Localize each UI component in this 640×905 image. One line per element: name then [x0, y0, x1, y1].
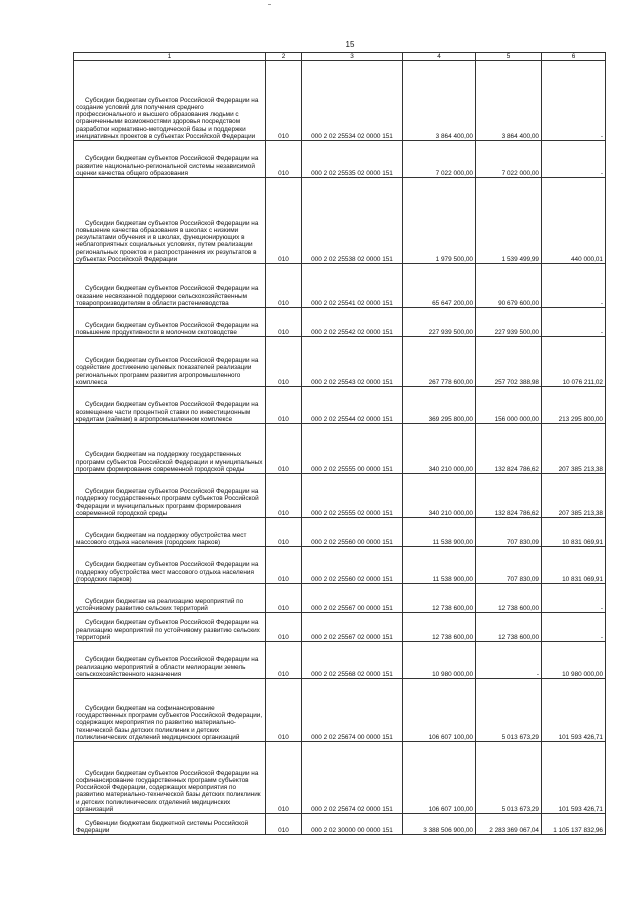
row-approved: 12 738 600,00	[403, 584, 476, 613]
row-executed: 12 738 600,00	[476, 584, 542, 613]
row-name-cell	[74, 474, 266, 518]
row-name-cell	[74, 178, 266, 264]
row-executed: 707 830,09	[476, 547, 542, 584]
row-executed: 5 013 673,29	[476, 742, 542, 814]
row-code: 010	[266, 61, 302, 141]
table-row	[74, 584, 606, 613]
row-code: 010	[266, 337, 302, 387]
row-unexecuted: 440 000,01	[542, 178, 606, 264]
row-code: 010	[266, 742, 302, 814]
table-row	[74, 474, 606, 518]
row-code: 010	[266, 264, 302, 308]
row-executed: 707 830,09	[476, 518, 542, 547]
row-unexecuted: 10 980 000,00	[542, 642, 606, 679]
row-kbk: 000 2 02 25674 00 0000 151	[302, 679, 403, 742]
row-kbk: 000 2 02 25568 02 0000 151	[302, 642, 403, 679]
row-code: 010	[266, 424, 302, 474]
row-unexecuted: -	[542, 584, 606, 613]
row-approved: 106 607 100,00	[403, 742, 476, 814]
column-header: 5	[476, 53, 542, 61]
row-unexecuted: -	[542, 264, 606, 308]
row-unexecuted: -	[542, 308, 606, 337]
row-kbk: 000 2 02 25534 02 0000 151	[302, 61, 403, 141]
row-code: 010	[266, 679, 302, 742]
scan-mark	[268, 4, 271, 5]
row-unexecuted: 101 593 426,71	[542, 742, 606, 814]
row-kbk: 000 2 02 25674 02 0000 151	[302, 742, 403, 814]
row-executed: 132 824 786,62	[476, 474, 542, 518]
row-name: Субсидии бюджетам на поддержку государственных программ субъектов Российской Федерации и муниципальных программ формирования современной городской среды	[76, 451, 263, 473]
row-approved: 12 738 600,00	[403, 613, 476, 642]
row-kbk: 000 2 02 25541 02 0000 151	[302, 264, 403, 308]
row-name: Субсидии бюджетам на софинансирование государственных программ субъектов Российской Федерации, содержащих мероприятия по развитию материально-технической базы детских поликлиник и детских поликлинических отделений медицинских организаций	[76, 704, 263, 741]
row-unexecuted: -	[542, 141, 606, 178]
row-name: Субсидии бюджетам субъектов Российской Федерации на поддержку обустройства мест массового отдыха населения (городских парков)	[76, 561, 259, 583]
row-name-cell	[74, 141, 266, 178]
row-executed: 12 738 600,00	[476, 613, 542, 642]
row-approved: 340 210 000,00	[403, 424, 476, 474]
row-executed: 1 539 499,99	[476, 178, 542, 264]
row-name-cell	[74, 679, 266, 742]
row-name-cell	[74, 424, 266, 474]
row-name: Субсидии бюджетам субъектов Российской Федерации на содействие достижению целевых показателей реализации региональных программ развития агропромышленного комплекса	[76, 357, 259, 386]
row-name-cell	[74, 264, 266, 308]
row-kbk: 000 2 02 25555 02 0000 151	[302, 474, 403, 518]
table-row	[74, 178, 606, 264]
row-approved: 369 295 800,00	[403, 387, 476, 424]
column-header: 3	[302, 53, 403, 61]
row-name: Субсидии бюджетам субъектов Российской Федерации на оказание несвязанной поддержки сельскохозяйственным товаропроизводителям в области растениеводства	[76, 285, 259, 307]
row-name: Субсидии бюджетам субъектов Российской Федерации на поддержку государственных программ субъектов Российской Федерации и муниципальных программ формирования современной городской среды	[76, 488, 259, 517]
row-name-cell	[74, 337, 266, 387]
row-unexecuted: 207 385 213,38	[542, 424, 606, 474]
row-kbk: 000 2 02 25542 02 0000 151	[302, 308, 403, 337]
row-name: Субсидии бюджетам субъектов Российской Федерации на создание условий для получения среднего профессионального и высшего образования людьми с ограниченными возможностями здоровья посредством разработки нормативно-методической базы и поддержки инициативных проектов в субъектах Российской Федерации	[76, 96, 259, 140]
row-code: 010	[266, 387, 302, 424]
table-row	[74, 613, 606, 642]
row-name-cell	[74, 742, 266, 814]
row-unexecuted: 213 295 800,00	[542, 387, 606, 424]
row-kbk: 000 2 02 25567 00 0000 151	[302, 584, 403, 613]
row-approved: 10 980 000,00	[403, 642, 476, 679]
table-row	[74, 141, 606, 178]
row-name-cell	[74, 584, 266, 613]
table-row	[74, 337, 606, 387]
row-name-cell	[74, 547, 266, 584]
row-approved: 11 538 900,00	[403, 547, 476, 584]
table-row	[74, 547, 606, 584]
row-approved: 1 979 500,00	[403, 178, 476, 264]
row-name: Субсидии бюджетам субъектов Российской Федерации на реализацию мероприятий по устойчивому развитию сельских территорий	[76, 619, 260, 641]
table-row	[74, 387, 606, 424]
row-executed: -	[476, 642, 542, 679]
row-kbk: 000 2 02 25544 02 0000 151	[302, 387, 403, 424]
row-approved: 267 778 600,00	[403, 337, 476, 387]
row-name: Субсидии бюджетам субъектов Российской Федерации на реализацию мероприятий в области мелиорации земель сельскохозяйственного назначения	[76, 656, 259, 678]
row-approved: 106 607 100,00	[403, 679, 476, 742]
row-code: 010	[266, 584, 302, 613]
row-code: 010	[266, 642, 302, 679]
row-name-cell	[74, 518, 266, 547]
row-approved: 7 022 000,00	[403, 141, 476, 178]
row-name: Субсидии бюджетам субъектов Российской Федерации на повышение качества образования в школах с низкими результатами обучения и в школах, функционирующих в неблагоприятных социальных условиях, путем реализации региональных проектов и распространения их результатов в субъектах Российской Федерации	[76, 219, 259, 263]
row-name: Субсидии бюджетам на реализацию мероприятий по устойчивому развитию сельских территорий	[76, 597, 244, 612]
row-name-cell	[74, 308, 266, 337]
row-unexecuted: 10 831 069,91	[542, 518, 606, 547]
row-name-cell	[74, 814, 266, 835]
row-name: Субсидии бюджетам субъектов Российской Федерации на повышение продуктивности в молочном скотоводстве	[76, 321, 259, 336]
row-name-cell	[74, 642, 266, 679]
row-executed: 90 679 600,00	[476, 264, 542, 308]
column-header: 4	[403, 53, 476, 61]
row-name: Субвенции бюджетам бюджетной системы Российской Федерации	[76, 819, 249, 834]
column-header: 1	[74, 53, 266, 61]
row-unexecuted: -	[542, 613, 606, 642]
row-executed: 257 702 388,98	[476, 337, 542, 387]
table-row	[74, 742, 606, 814]
row-approved: 3 864 400,00	[403, 61, 476, 141]
row-kbk: 000 2 02 25560 00 0000 151	[302, 518, 403, 547]
row-code: 010	[266, 308, 302, 337]
row-executed: 3 864 400,00	[476, 61, 542, 141]
row-kbk: 000 2 02 25560 02 0000 151	[302, 547, 403, 584]
row-code: 010	[266, 613, 302, 642]
row-executed: 156 000 000,00	[476, 387, 542, 424]
table-row	[74, 424, 606, 474]
row-executed: 227 939 500,00	[476, 308, 542, 337]
row-kbk: 000 2 02 25567 02 0000 151	[302, 613, 403, 642]
row-unexecuted: 1 105 137 832,96	[542, 814, 606, 835]
column-header: 2	[266, 53, 302, 61]
table-row	[74, 518, 606, 547]
row-code: 010	[266, 814, 302, 835]
row-unexecuted: 10 076 211,02	[542, 337, 606, 387]
row-code: 010	[266, 518, 302, 547]
row-kbk: 000 2 02 25535 02 0000 151	[302, 141, 403, 178]
row-approved: 65 647 200,00	[403, 264, 476, 308]
table-header-row	[74, 53, 606, 61]
column-header: 6	[542, 53, 606, 61]
row-name-cell	[74, 387, 266, 424]
table-row	[74, 642, 606, 679]
row-kbk: 000 2 02 25555 00 0000 151	[302, 424, 403, 474]
row-name: Субсидии бюджетам субъектов Российской Федерации на возмещение части процентной ставки по инвестиционным кредитам (займам) в агропромышленном комплексе	[76, 401, 259, 423]
row-name: Субсидии бюджетам на поддержку обустройства мест массового отдыха населения (городских парков)	[76, 531, 247, 546]
row-kbk: 000 2 02 25543 02 0000 151	[302, 337, 403, 387]
row-unexecuted: -	[542, 61, 606, 141]
row-approved: 3 388 506 900,00	[403, 814, 476, 835]
row-kbk: 000 2 02 30000 00 0000 151	[302, 814, 403, 835]
row-name-cell	[74, 61, 266, 141]
row-code: 010	[266, 547, 302, 584]
table-row	[74, 308, 606, 337]
row-code: 010	[266, 474, 302, 518]
table-row	[74, 679, 606, 742]
row-name: Субсидии бюджетам субъектов Российской Федерации на развитие национально-региональной системы независимой оценки качества общего образования	[76, 155, 259, 177]
page-number: 15	[345, 40, 355, 49]
row-unexecuted: 207 385 213,38	[542, 474, 606, 518]
row-executed: 5 013 673,29	[476, 679, 542, 742]
row-executed: 7 022 000,00	[476, 141, 542, 178]
budget-table	[73, 52, 606, 835]
row-approved: 11 538 900,00	[403, 518, 476, 547]
row-unexecuted: 10 831 069,91	[542, 547, 606, 584]
row-approved: 340 210 000,00	[403, 474, 476, 518]
row-executed: 2 283 369 067,04	[476, 814, 542, 835]
table-row	[74, 61, 606, 141]
row-kbk: 000 2 02 25538 02 0000 151	[302, 178, 403, 264]
row-approved: 227 939 500,00	[403, 308, 476, 337]
row-name: Субсидии бюджетам субъектов Российской Федерации на софинансирование государственных программ субъектов Российской Федерации, содержащих мероприятия по развитию материально-технической базы детских поликлиник и детских поликлинических отделений медицинских организаций	[76, 769, 261, 813]
row-code: 010	[266, 141, 302, 178]
row-unexecuted: 101 593 426,71	[542, 679, 606, 742]
table-row	[74, 264, 606, 308]
row-code: 010	[266, 178, 302, 264]
table-row	[74, 814, 606, 835]
row-executed: 132 824 786,62	[476, 424, 542, 474]
row-name-cell	[74, 613, 266, 642]
